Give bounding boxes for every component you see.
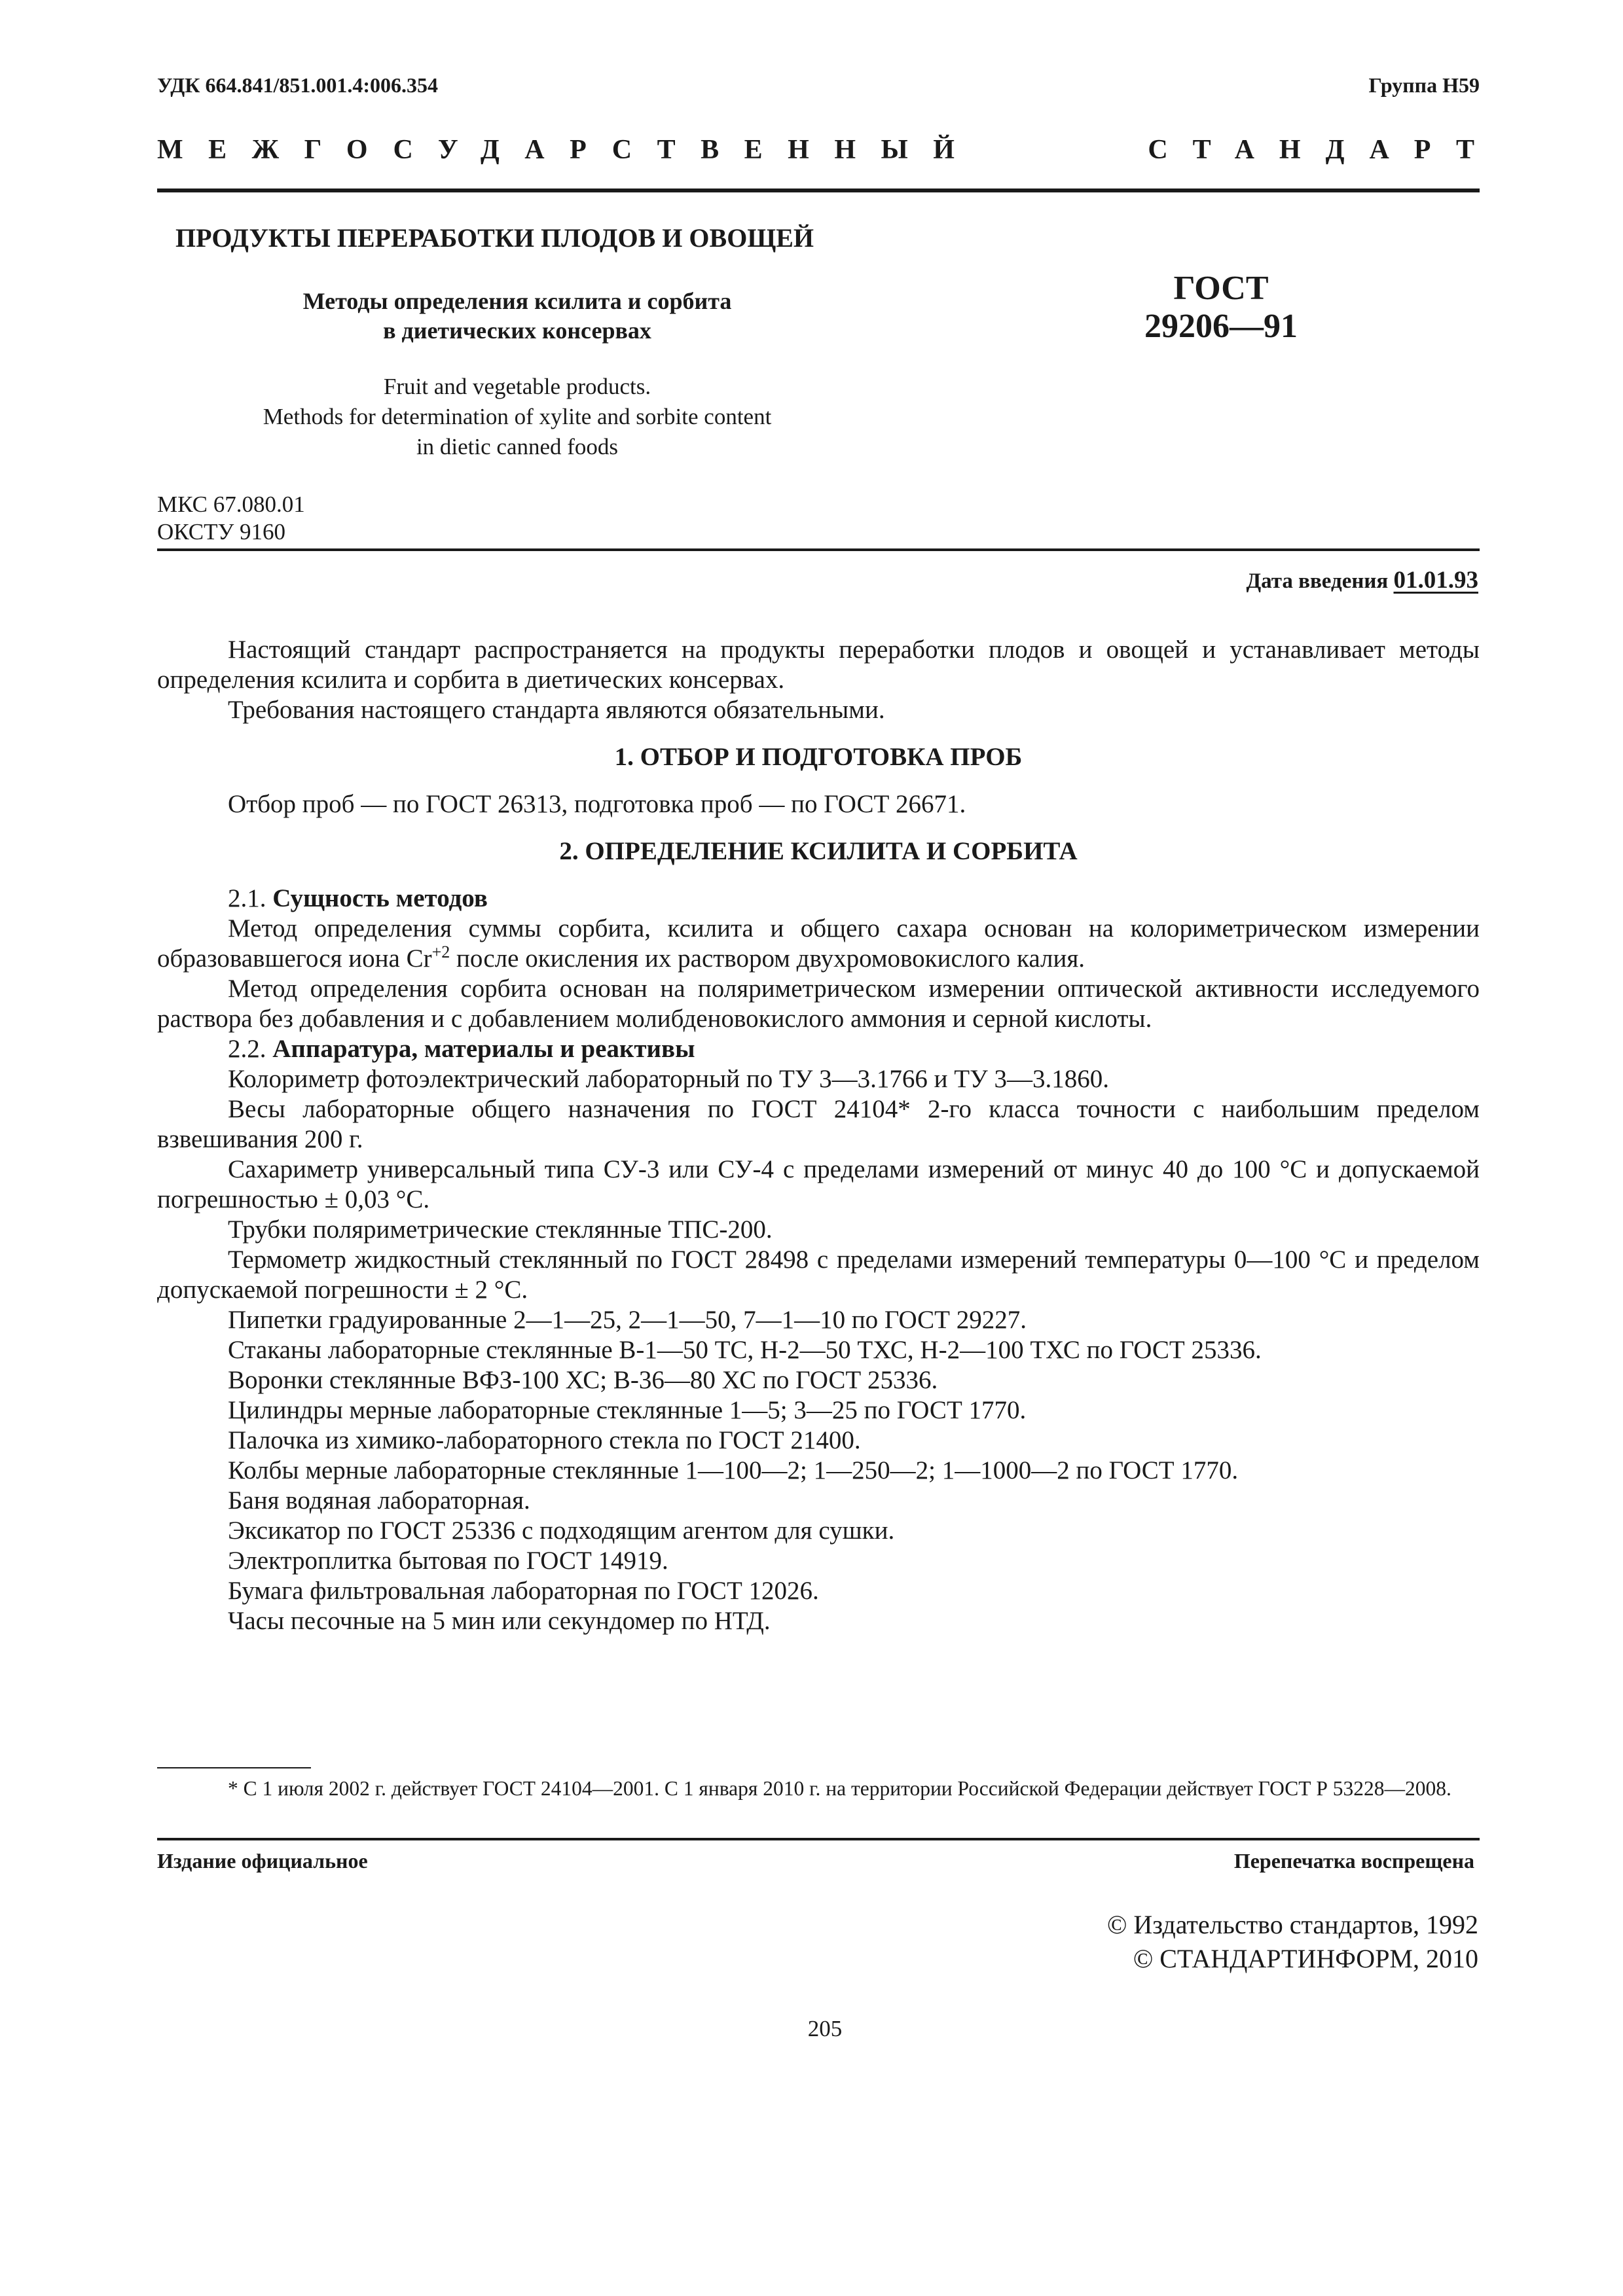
- intro-paragraph: Настоящий стандарт распространяется на продукты переработки плодов и овощей и устанавливает методы определения ксилита и сорбита в диетических консервах.: [157, 636, 1480, 694]
- subsection-title: Аппаратура, материалы и реактивы: [272, 1035, 695, 1063]
- gost-number: [1113, 270, 1329, 346]
- equipment-item: Баня водяная лабораторная.: [228, 1486, 530, 1515]
- group-code: Группа Н59: [1368, 73, 1480, 97]
- english-line-2: Methods for determination of xylite and sorbite content: [263, 404, 772, 429]
- equipment-item: Сахариметр универсальный типа СУ-3 или СУ-4 с пределами измерений от минус 40 до 100 °С и допускаемой погрешностью ± 0,03 °С.: [157, 1155, 1480, 1213]
- principle-paragraph-2: Метод определения сорбита основан на поляриметрическом измерении оптической активности исследуемого раствора без добавления и с добавлением молибденовокислого аммония и серной кислоты.: [157, 975, 1480, 1033]
- intro-mandatory: Требования настоящего стандарта являются обязательными.: [228, 696, 885, 724]
- mks-code: МКС 67.080.01: [157, 492, 305, 517]
- gost-code: 29206—91: [1144, 308, 1298, 345]
- footnote-divider: [157, 1767, 311, 1768]
- footer-divider: [157, 1838, 1480, 1840]
- introduction-date: [1246, 566, 1478, 594]
- official-edition: Издание официальное: [157, 1849, 368, 1873]
- equipment-item: Трубки поляриметрические стеклянные ТПС-200.: [228, 1215, 773, 1244]
- udk-code: УДК 664.841/851.001.4:006.354: [157, 73, 439, 97]
- subsection-number: 2.1.: [228, 884, 266, 912]
- equipment-item: Колориметр фотоэлектрический лабораторный по ТУ 3—3.1766 и ТУ 3—3.1860.: [228, 1065, 1109, 1093]
- date-value: 01.01.93: [1393, 567, 1478, 594]
- banner-word-interstate: МЕЖГОСУДАРСТВЕННЫЙ: [157, 135, 980, 165]
- equipment-list: [157, 1064, 1480, 1636]
- subsection-2-2-heading: [157, 1034, 1480, 1064]
- principle-text-b: после окисления их раствором двухромовокислого калия.: [450, 944, 1085, 973]
- header-top-row: [157, 73, 1480, 106]
- english-line-3: in dietic canned foods: [416, 434, 619, 459]
- classification-codes: [157, 491, 305, 546]
- reprint-notice: Перепечатка воспрещена: [1233, 1849, 1474, 1873]
- equipment-item: Воронки стеклянные ВФЗ-100 ХС; В-36—80 ХС по ГОСТ 25336.: [228, 1366, 938, 1394]
- document-title: ПРОДУКТЫ ПЕРЕРАБОТКИ ПЛОДОВ И ОВОЩЕЙ: [175, 223, 814, 253]
- header-divider: [157, 188, 1480, 192]
- subsection-number: 2.2.: [228, 1035, 266, 1063]
- section-1-heading: 1. ОТБОР И ПОДГОТОВКА ПРОБ: [614, 743, 1023, 771]
- gost-label: ГОСТ: [1173, 270, 1269, 307]
- subtitle-line-1: Методы определения ксилита и сорбита: [302, 288, 732, 314]
- copyright-2: © СТАНДАРТИНФОРМ, 2010: [1133, 1944, 1478, 1973]
- subtitle-line-2: в диетических консервах: [383, 317, 651, 344]
- ion-charge: +2: [431, 942, 450, 961]
- okstu-code: ОКСТУ 9160: [157, 519, 286, 545]
- page-number: 205: [807, 2016, 843, 2041]
- banner-word-standard: СТАНДАРТ: [1148, 135, 1499, 165]
- equipment-item: Весы лабораторные общего назначения по ГОСТ 24104* 2-го класса точности с наибольшим пределом взвешивания 200 г.: [157, 1095, 1480, 1153]
- subsection-title: Сущность методов: [272, 884, 488, 912]
- date-label: Дата введения: [1246, 569, 1389, 593]
- document-body: [157, 635, 1480, 1636]
- codes-divider: [157, 548, 1480, 551]
- document-page: [157, 0, 1499, 2296]
- document-subtitle: [249, 287, 786, 346]
- equipment-item: Эксикатор по ГОСТ 25336 с подходящим агентом для сушки.: [228, 1516, 895, 1545]
- equipment-item: Термометр жидкостный стеклянный по ГОСТ 28498 с пределами измерений температуры 0—100 °С и пределом допускаемой погрешности ± 2 °С.: [157, 1246, 1480, 1304]
- equipment-item: Пипетки градуированные 2—1—25, 2—1—50, 7—1—10 по ГОСТ 29227.: [228, 1306, 1027, 1334]
- section-1-text: Отбор проб — по ГОСТ 26313, подготовка проб — по ГОСТ 26671.: [228, 790, 966, 818]
- equipment-item: Колбы мерные лабораторные стеклянные 1—100—2; 1—250—2; 1—1000—2 по ГОСТ 1770.: [228, 1456, 1239, 1484]
- equipment-item: Часы песочные на 5 мин или секундомер по НТД.: [228, 1607, 771, 1635]
- footnote: * С 1 июля 2002 г. действует ГОСТ 24104—2001. С 1 января 2010 г. на территории Российской Федерации действует ГОСТ Р 53228—2008.: [228, 1777, 1451, 1800]
- english-line-1: Fruit and vegetable products.: [383, 374, 651, 399]
- copyright-block: [1107, 1908, 1478, 1976]
- equipment-item: Цилиндры мерные лабораторные стеклянные 1—5; 3—25 по ГОСТ 1770.: [228, 1396, 1027, 1424]
- copyright-1: © Издательство стандартов, 1992: [1106, 1910, 1478, 1939]
- section-2-heading: 2. ОПРЕДЕЛЕНИЕ КСИЛИТА И СОРБИТА: [559, 837, 1078, 865]
- standard-type-banner: [157, 134, 1499, 173]
- equipment-item: Электроплитка бытовая по ГОСТ 14919.: [228, 1547, 668, 1575]
- subsection-2-1-heading: [157, 884, 1480, 914]
- principle-text-a: Метод определения суммы сорбита, ксилита и общего сахара основан на колориметрическом измерении образовавшегося иона Cr: [157, 914, 1480, 973]
- equipment-item: Стаканы лабораторные стеклянные В-1—50 ТС, Н-2—50 ТХС, Н-2—100 ТХС по ГОСТ 25336.: [228, 1336, 1262, 1364]
- principle-paragraph-1: [157, 914, 1480, 974]
- equipment-item: Палочка из химико-лабораторного стекла по ГОСТ 21400.: [228, 1426, 861, 1454]
- english-title: [223, 372, 812, 462]
- equipment-item: Бумага фильтровальная лабораторная по ГОСТ 12026.: [228, 1577, 819, 1605]
